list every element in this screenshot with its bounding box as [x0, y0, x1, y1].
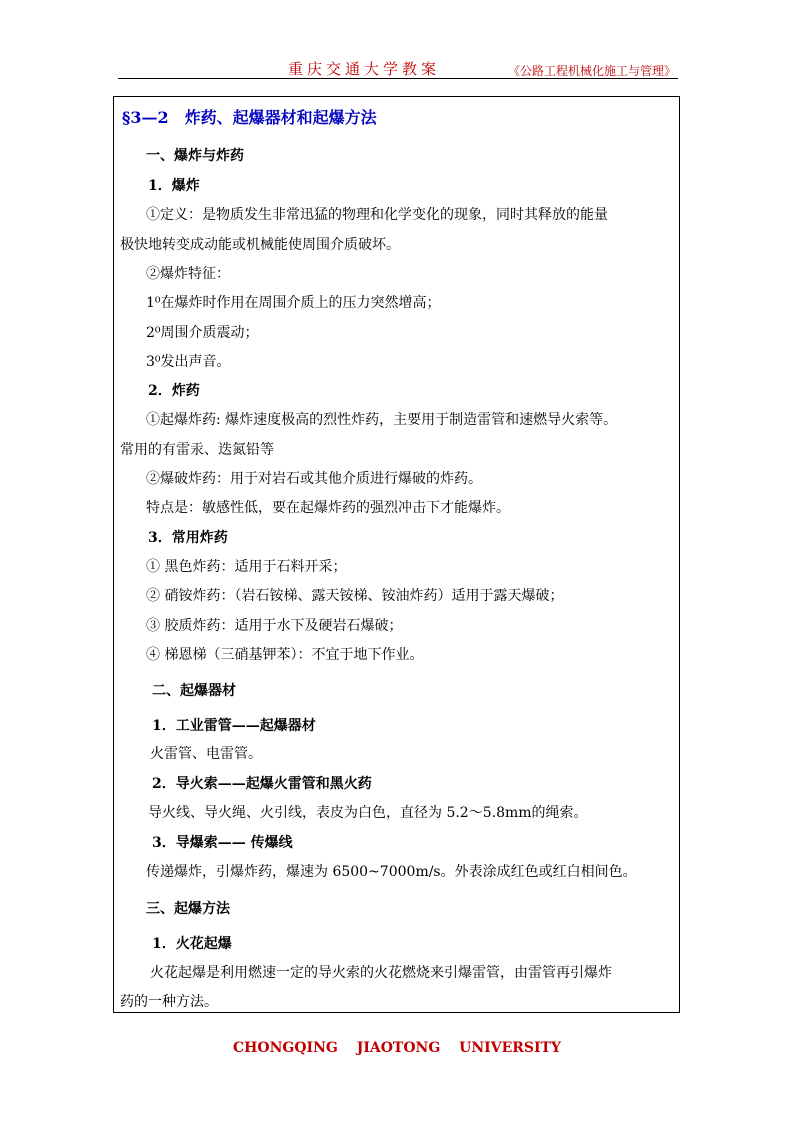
section-title: §3—2 炸药、起爆器材和起爆方法: [122, 108, 377, 127]
p2-1-heading: 1．工业雷管——起爆器材: [152, 718, 316, 734]
page-header: [118, 56, 678, 78]
p3-1-text-line1: 火花起爆是利用燃速一定的导火索的火花燃烧来引爆雷管，由雷管再引爆炸: [150, 965, 612, 981]
p1-3-item-2: ② 硝铵炸药：（岩石铵梯、露天铵梯、铵油炸药）适用于露天爆破；: [146, 588, 564, 604]
p3-1-text-line2: 药的一种方法。: [120, 994, 218, 1010]
p2-2-heading: 2．导火索——起爆火雷管和黑火药: [152, 776, 372, 792]
p1-2-characteristics: 特点是：敏感性低，要在起爆炸药的强烈冲击下才能爆炸。: [146, 500, 510, 516]
p2-1-text: 火雷管、电雷管。: [150, 746, 262, 762]
p2-3-text: 传递爆炸，引爆炸药，爆速为 6500~7000m/s。外表涂成红色或红白相间色。: [146, 864, 637, 880]
header-school-name: 重庆交通大学教案: [288, 60, 441, 78]
p1-2-heading: 2．炸药: [148, 383, 200, 399]
p1-3-item-3: ③ 胶质炸药：适用于水下及硬岩石爆破；: [146, 618, 403, 634]
p1-3-item-1: ① 黑色炸药：适用于石料开采；: [146, 559, 347, 575]
p1-1-features-label: ②爆炸特征：: [146, 266, 230, 282]
p1-1-feature-2: 2⁰周围介质震动；: [146, 325, 259, 341]
p2-3-heading: 3．导爆索—— 传爆线: [152, 835, 293, 851]
p1-3-item-4: ④ 梯恩梯（三硝基钾苯）：不宜于地下作业。: [146, 647, 424, 663]
header-course-title: 《公路工程机械化施工与管理》: [508, 64, 677, 78]
part2-heading: 二、起爆器材: [152, 683, 236, 699]
header-rule: [118, 78, 678, 79]
p1-2-initiating-line1: ①起爆炸药: 爆炸速度极高的烈性炸药，主要用于制造雷管和速燃导火索等。: [146, 412, 618, 428]
p1-1-feature-1: 1⁰在爆炸时作用在周围介质上的压力突然增高；: [146, 295, 441, 311]
p1-1-heading: 1．爆炸: [148, 178, 200, 194]
page-footer: CHONGQING JIAOTONG UNIVERSITY: [233, 1040, 561, 1056]
p1-2-initiating-line2: 常用的有雷汞、迭氮铅等: [120, 442, 274, 458]
part3-heading: 三、起爆方法: [146, 901, 230, 917]
p2-2-text: 导火线、导火绳、火引线，表皮为白色，直径为 5.2～5.8mm的绳索。: [148, 805, 588, 821]
p1-1-feature-3: 3⁰发出声音。: [146, 354, 231, 370]
part1-heading: 一、爆炸与炸药: [146, 148, 244, 164]
p3-1-heading: 1．火花起爆: [152, 936, 232, 952]
p1-3-heading: 3．常用炸药: [148, 530, 228, 546]
p1-1-definition-line1: ①定义：是物质发生非常迅猛的物理和化学变化的现象，同时其释放的能量: [146, 207, 608, 223]
p1-1-definition-line2: 极快地转变成动能或机械能使周围介质破坏。: [120, 237, 400, 253]
p1-2-blasting: ②爆破炸药：用于对岩石或其他介质进行爆破的炸药。: [146, 471, 482, 487]
